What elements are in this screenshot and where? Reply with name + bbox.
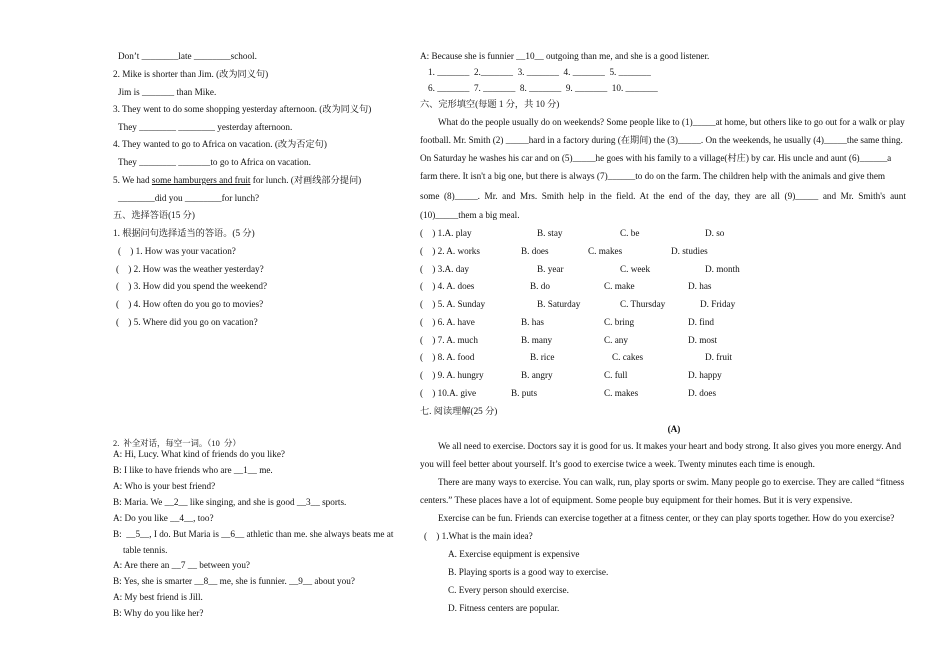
section5-item: ( ) 4. How often do you go to movies?: [116, 299, 264, 309]
rewrite-q5: [113, 174, 361, 186]
option-number: ( ) 5. A. Sunday: [420, 299, 486, 309]
passage-line: Exercise can be fun. Friends can exercise together at a fitness center, or they can play sports together. How do you exercise?: [438, 513, 895, 523]
reading-title: 七. 阅读理解(25 分): [420, 406, 498, 416]
cloze-line: (10)_____them a big meal.: [420, 210, 520, 220]
option-b: B. stay: [537, 228, 563, 238]
cloze-line: On Saturday he washes his car and on (5)_____he goes with his family to a village(村庄) by car. His uncle and aunt (6)______a: [420, 153, 892, 163]
cloze-title: 六、完形填空(每题 1 分，共 10 分): [420, 99, 560, 109]
passage-line: you will feel better about yourself. It’s good to exercise twice a week. Twenty minutes each time is enough.: [420, 459, 815, 469]
dialogue-line: A: Are there an __7 __ between you?: [113, 560, 250, 570]
rewrite-q4-answer: They ________ _______to go to Africa on vacation.: [118, 157, 311, 167]
dialogue-title: 2. 补全对话，每空一词。（10 分）: [113, 439, 241, 448]
dialogue-line: A: Hi, Lucy. What kind of friends do you like?: [113, 449, 285, 459]
option-number: ( ) 4. A. does: [420, 281, 475, 291]
rewrite-q3: 3. They went to do some shopping yesterday afternoon. (改为同义句): [113, 104, 372, 114]
dialogue-last-line: A: Because she is funnier __10__ outgoing than me, and she is a good listener.: [420, 51, 710, 61]
option-d: D. studies: [671, 246, 708, 256]
rewrite-q2-answer: Jim is _______ than Mike.: [118, 87, 217, 97]
rewrite-q2: 2. Mike is shorter than Jim. (改为同义句): [113, 69, 269, 79]
dialogue-line: B: Why do you like her?: [113, 608, 204, 618]
dialogue-line: B: Maria. We __2__ like singing, and she is good __3__ sports.: [113, 497, 347, 507]
option-b: B. puts: [511, 388, 538, 398]
option-c: C. full: [604, 370, 628, 380]
cloze-line: some (8)_____. Mr. and Mrs. Smith help in the field. At the end of the day, they are all (9)_____ and Mr. Smith's aunt: [420, 191, 906, 201]
section5-item: ( ) 3. How did you spend the weekend?: [116, 281, 268, 291]
option-number: ( ) 7. A. much: [420, 335, 478, 345]
option-c: C. makes: [604, 388, 639, 398]
option-c: C. any: [604, 335, 628, 345]
option-d: D. most: [688, 335, 718, 345]
option-c: C. bring: [604, 317, 635, 327]
rewrite-q5-after: for lunch. (对画线部分提问): [250, 175, 362, 185]
dialogue-line: B: Yes, she is smarter __8__ me, she is funnier. __9__ about you?: [113, 576, 355, 586]
reading-question-1: ( ) 1.What is the main idea?: [424, 531, 533, 541]
answer-row-2: 6. _______ 7. _______ 8. _______ 9. _______ 10. _______: [428, 83, 658, 93]
option-c: C. week: [620, 264, 651, 274]
option-d: D. find: [688, 317, 715, 327]
answer-option: A. Exercise equipment is expensive: [448, 549, 580, 559]
option-b: B. do: [530, 281, 550, 291]
section5-item: ( ) 1. How was your vacation?: [118, 246, 236, 256]
option-b: B. Saturday: [537, 299, 581, 309]
option-c: C. be: [620, 228, 640, 238]
option-b: B. many: [521, 335, 553, 345]
dialogue-line: A: Do you like __4__, too?: [113, 513, 214, 523]
option-c: C. cakes: [612, 352, 644, 362]
rewrite-q5-before: 5. We had: [113, 175, 152, 185]
answer-option: D. Fitness centers are popular.: [448, 603, 560, 613]
dialogue-line: B: I like to have friends who are __1__ me.: [113, 465, 273, 475]
section5-title: 五、选择答语(15 分): [113, 210, 195, 220]
rewrite-q4: 4. They wanted to go to Africa on vacation. (改为否定句): [113, 139, 327, 149]
option-d: D. month: [705, 264, 740, 274]
option-b: B. has: [521, 317, 544, 327]
rewrite-q5-underlined: some hamburgers and fruit: [151, 175, 251, 185]
option-c: C. Thursday: [620, 299, 666, 309]
option-number: ( ) 3.A. day: [420, 264, 469, 274]
option-number: ( ) 8. A. food: [420, 352, 475, 362]
option-d: D. fruit: [705, 352, 733, 362]
option-b: B. does: [521, 246, 549, 256]
option-c: C. makes: [588, 246, 623, 256]
option-d: D. does: [688, 388, 717, 398]
cloze-line: What do the people usually do on weekends? Some people like to (1)_____at home, but others like to go out for a walk or play: [438, 117, 905, 127]
option-number: ( ) 10.A. give: [420, 388, 477, 398]
option-number: ( ) 2. A. works: [420, 246, 480, 256]
section5-item: ( ) 5. Where did you go on vacation?: [116, 317, 258, 327]
rewrite-q3-answer: They ________ ________ yesterday afternoon.: [118, 122, 293, 132]
option-c: C. make: [604, 281, 635, 291]
rewrite-q5-answer: ________did you ________for lunch?: [118, 193, 260, 203]
option-d: D. Friday: [700, 299, 736, 309]
passage-line: We all need to exercise. Doctors say it is good for us. It makes your heart and body strong. It also gives you more energy. And: [438, 441, 902, 451]
passage-label: (A): [667, 424, 681, 434]
dialogue-line: B: __5__, I do. But Maria is __6__ athletic than me. she always beats me at: [113, 529, 394, 539]
option-d: D. happy: [688, 370, 722, 380]
dialogue-line: table tennis.: [123, 545, 168, 555]
dialogue-line: A: My best friend is Jill.: [113, 592, 203, 602]
option-number: ( ) 6. A. have: [420, 317, 475, 327]
section5-item: ( ) 2. How was the weather yesterday?: [116, 264, 264, 274]
cloze-line: football. Mr. Smith (2) _____hard in a factory during (在期间) the (3)_____. On the weekends, he usually (4)_____the same thing.: [420, 135, 903, 145]
passage-line: centers.” These places have a lot of equipment. Some people buy equipment for their homes. But it is very expensive.: [420, 495, 853, 505]
option-b: B. rice: [530, 352, 555, 362]
answer-option: B. Playing sports is a good way to exercise.: [448, 567, 609, 577]
section5-subtitle: 1. 根据问句选择适当的答语。(5 分): [113, 228, 255, 238]
option-d: D. so: [705, 228, 725, 238]
option-b: B. year: [537, 264, 564, 274]
option-number: ( ) 9. A. hungry: [420, 370, 484, 380]
answer-option: C. Every person should exercise.: [448, 585, 569, 595]
cloze-line: farm there. It isn't a big one, but there is always (7)______to do on the farm. The children help with the animals and give them: [420, 171, 886, 181]
option-b: B. angry: [521, 370, 553, 380]
option-d: D. has: [688, 281, 712, 291]
option-number: ( ) 1.A. play: [420, 228, 472, 238]
dialogue-line: A: Who is your best friend?: [113, 481, 216, 491]
answer-row-1: 1. _______ 2._______ 3. _______ 4. _______ 5. _______: [428, 67, 651, 77]
rewrite-line-1: Don’t ________late ________school.: [118, 51, 257, 61]
passage-line: There are many ways to exercise. You can walk, run, play sports or swim. Many people go to exercise. They are called “fitness: [438, 477, 905, 487]
